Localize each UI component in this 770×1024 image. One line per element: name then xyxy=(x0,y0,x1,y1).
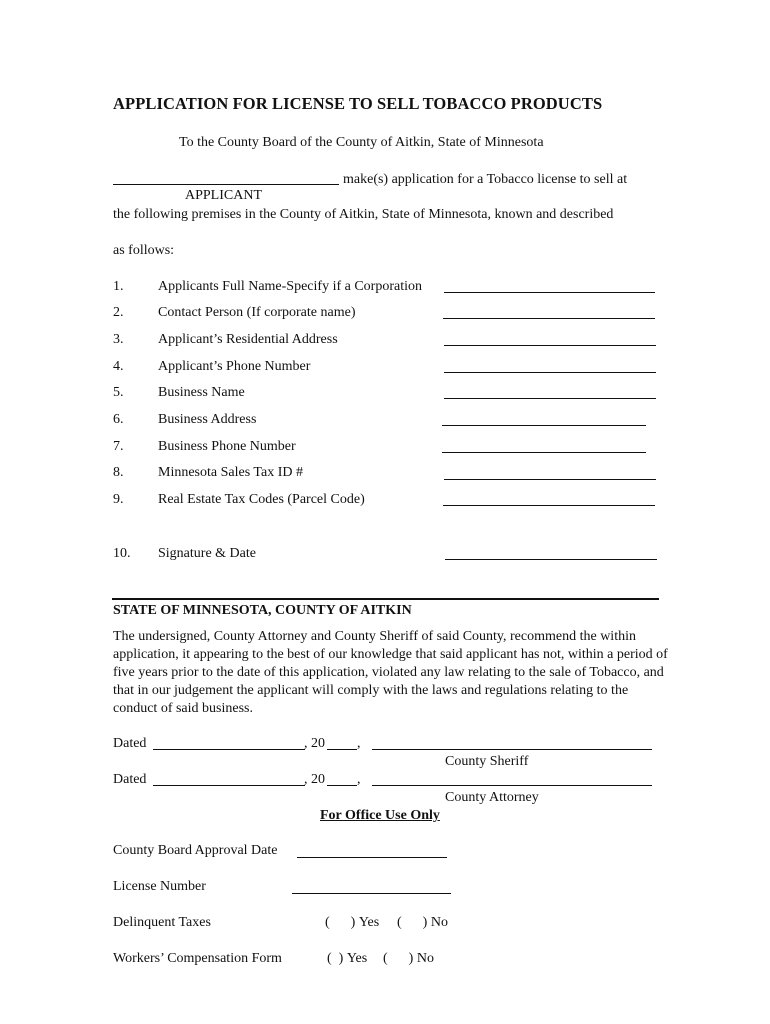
as-follows-line: as follows: xyxy=(113,243,175,258)
county-sheriff-caption: County Sheriff xyxy=(445,754,529,769)
phone-blank[interactable] xyxy=(444,372,656,373)
field-number: 1. xyxy=(113,279,124,294)
business-name-blank[interactable] xyxy=(444,398,656,399)
field-label-business-address: Business Address xyxy=(158,412,257,427)
business-phone-blank[interactable] xyxy=(442,452,646,453)
field-label-signature-date: Signature & Date xyxy=(158,546,256,561)
state-county-heading: STATE OF MINNESOTA, COUNTY OF AITKIN xyxy=(113,603,412,618)
approval-date-label: County Board Approval Date xyxy=(113,843,278,858)
field-number: 6. xyxy=(113,412,124,427)
year-prefix: 20 xyxy=(311,736,325,751)
field-label-parcel-code: Real Estate Tax Codes (Parcel Code) xyxy=(158,492,365,507)
taxes-no-label: No xyxy=(430,915,448,930)
license-number-blank[interactable] xyxy=(292,893,451,894)
dated-label-sheriff: Dated xyxy=(113,736,147,751)
taxes-yes-checkbox[interactable]: ( ) Yes xyxy=(325,915,380,930)
workers-no-checkbox[interactable]: ( ) No xyxy=(383,951,434,966)
full-name-blank[interactable] xyxy=(444,292,655,293)
delinquent-taxes-label: Delinquent Taxes xyxy=(113,915,211,930)
field-number: 9. xyxy=(113,492,124,507)
attorney-signature-blank[interactable] xyxy=(372,785,652,786)
addressee-line: To the County Board of the County of Aitkin, State of Minnesota xyxy=(179,135,544,150)
workers-yes-label: Yes xyxy=(346,951,368,966)
residential-address-blank[interactable] xyxy=(444,345,656,346)
field-label-contact-person: Contact Person (If corporate name) xyxy=(158,305,356,320)
field-number: 3. xyxy=(113,332,124,347)
year-prefix: 20 xyxy=(311,772,325,787)
contact-person-blank[interactable] xyxy=(443,318,655,319)
signature-date-blank[interactable] xyxy=(445,559,657,560)
field-number: 4. xyxy=(113,359,124,374)
office-use-heading: For Office Use Only xyxy=(320,808,440,823)
workers-comp-label: Workers’ Compensation Form xyxy=(113,951,282,966)
section-divider xyxy=(112,598,659,600)
taxes-yes-label: Yes xyxy=(358,915,380,930)
field-label-business-phone: Business Phone Number xyxy=(158,439,296,454)
form-title: APPLICATION FOR LICENSE TO SELL TOBACCO PRODUCTS xyxy=(113,94,603,113)
field-label-phone: Applicant’s Phone Number xyxy=(158,359,311,374)
field-number: 7. xyxy=(113,439,124,454)
field-label-full-name: Applicants Full Name-Specify if a Corporation xyxy=(158,279,422,294)
attorney-date-blank[interactable] xyxy=(153,785,305,786)
sheriff-date-blank[interactable] xyxy=(153,749,305,750)
field-label-residential-address: Applicant’s Residential Address xyxy=(158,332,338,347)
field-label-business-name: Business Name xyxy=(158,385,245,400)
business-address-blank[interactable] xyxy=(442,425,646,426)
field-number: 8. xyxy=(113,465,124,480)
premises-line: the following premises in the County of Aitkin, State of Minnesota, known and described xyxy=(113,207,614,222)
taxes-no-checkbox[interactable]: ( ) No xyxy=(397,915,448,930)
attorney-year-blank[interactable] xyxy=(327,785,357,786)
field-number: 5. xyxy=(113,385,124,400)
approval-date-blank[interactable] xyxy=(297,857,447,858)
applicant-caption: APPLICANT xyxy=(185,188,263,203)
application-text: make(s) application for a Tobacco license to sell at xyxy=(343,172,628,187)
field-number: 10. xyxy=(113,546,131,561)
field-label-sales-tax-id: Minnesota Sales Tax ID # xyxy=(158,465,303,480)
sheriff-year-blank[interactable] xyxy=(327,749,357,750)
license-number-label: License Number xyxy=(113,879,206,894)
applicant-name-blank[interactable] xyxy=(113,184,339,185)
dated-label-attorney: Dated xyxy=(113,772,147,787)
parcel-code-blank[interactable] xyxy=(443,505,655,506)
county-attorney-caption: County Attorney xyxy=(445,790,539,805)
sheriff-signature-blank[interactable] xyxy=(372,749,652,750)
recommendation-paragraph: The undersigned, County Attorney and County Sheriff of said County, recommend the within application, it appearing to the best of our knowledge that said applicant has not, within a period of five years prior to the date of this application, violated any law relating to the sale of Tobacco, and that in our judgement the applicant will comply with the laws and regulations relating to the conduct of said business. xyxy=(113,629,668,716)
workers-yes-checkbox[interactable]: ( ) Yes xyxy=(327,951,368,966)
field-number: 2. xyxy=(113,305,124,320)
workers-no-label: No xyxy=(416,951,434,966)
sales-tax-id-blank[interactable] xyxy=(444,479,656,480)
